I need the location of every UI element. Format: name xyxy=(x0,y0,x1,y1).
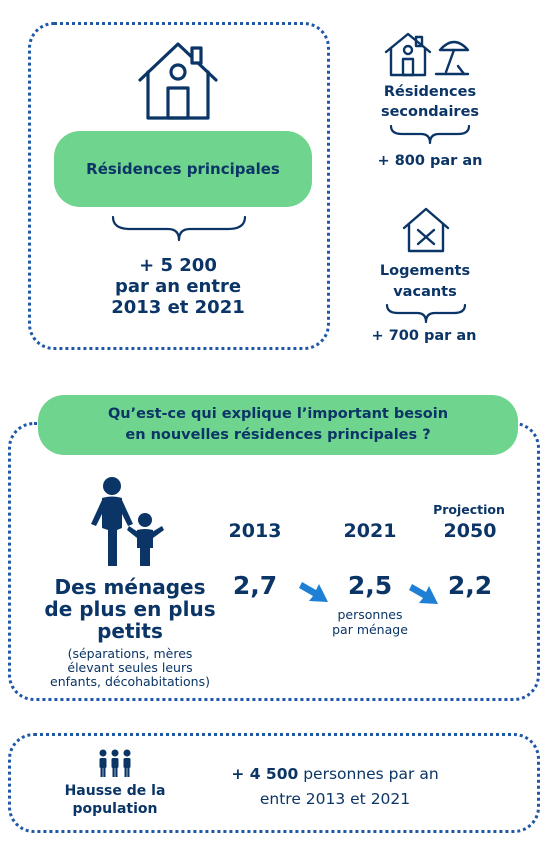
household-note-line-3: enfants, décohabitations) xyxy=(50,674,210,689)
household-title xyxy=(30,576,230,642)
main-growth-text xyxy=(60,255,296,318)
population-growth-number: + 4 500 xyxy=(231,765,299,783)
secondary-label-line-2: secondaires xyxy=(380,104,480,120)
projection-label: Projection xyxy=(433,502,505,517)
population-growth-rest: personnes par an xyxy=(298,765,439,783)
population-growth-line-2: entre 2013 et 2021 xyxy=(259,790,411,808)
secondary-label-line-1: Résidences xyxy=(383,84,477,100)
unit-label xyxy=(315,607,425,637)
main-growth-line-1: + 5 200 xyxy=(139,255,217,276)
value-2013: 2,7 xyxy=(232,571,278,600)
value-2021: 2,5 xyxy=(347,571,393,600)
secondary-brace xyxy=(388,124,472,146)
unit-line-2: par ménage xyxy=(332,622,408,637)
vacant-house-icon xyxy=(402,206,450,254)
population-label-line-1: Hausse de la xyxy=(64,783,166,799)
household-title-line-3: petits xyxy=(97,619,163,643)
main-residences-pill xyxy=(54,131,312,207)
secondary-label xyxy=(360,82,500,122)
main-growth-line-2: par an entre xyxy=(114,276,242,297)
question-line-1: Qu’est-ce qui explique l’important besoin xyxy=(107,406,449,422)
household-title-line-2: de plus en plus xyxy=(44,597,216,621)
year-2050: 2050 xyxy=(443,520,497,542)
year-2013: 2013 xyxy=(228,520,282,542)
family-icon xyxy=(82,476,168,568)
house-icon xyxy=(136,38,220,122)
population-label-line-2: population xyxy=(72,801,158,817)
vacant-growth: + 700 par an xyxy=(371,328,477,344)
population-icon xyxy=(97,749,133,779)
decrease-arrow-icon xyxy=(298,576,332,606)
vacant-brace xyxy=(384,303,468,325)
population-label xyxy=(45,782,185,818)
decrease-arrow-icon xyxy=(408,578,442,608)
main-brace xyxy=(110,214,248,244)
household-note-line-2: élevant seules leurs xyxy=(67,660,193,675)
question-banner xyxy=(38,395,518,455)
unit-line-1: personnes xyxy=(337,607,403,622)
main-growth-line-3: 2013 et 2021 xyxy=(111,297,245,318)
household-title-line-1: Des ménages xyxy=(54,575,206,599)
population-growth-line-1 xyxy=(215,762,455,787)
vacant-label xyxy=(355,261,495,303)
year-2021: 2021 xyxy=(343,520,397,542)
value-2050: 2,2 xyxy=(447,571,493,600)
holiday-home-icon xyxy=(384,30,470,78)
question-line-2: en nouvelles résidences principales ? xyxy=(125,427,431,443)
vacant-label-line-1: Logements xyxy=(379,263,471,279)
household-note-line-1: (séparations, mères xyxy=(67,646,193,661)
household-note xyxy=(30,647,230,689)
main-residences-label: Résidences principales xyxy=(86,160,280,178)
secondary-growth: + 800 par an xyxy=(377,153,483,169)
population-growth xyxy=(215,762,455,812)
vacant-label-line-2: vacants xyxy=(393,284,457,300)
